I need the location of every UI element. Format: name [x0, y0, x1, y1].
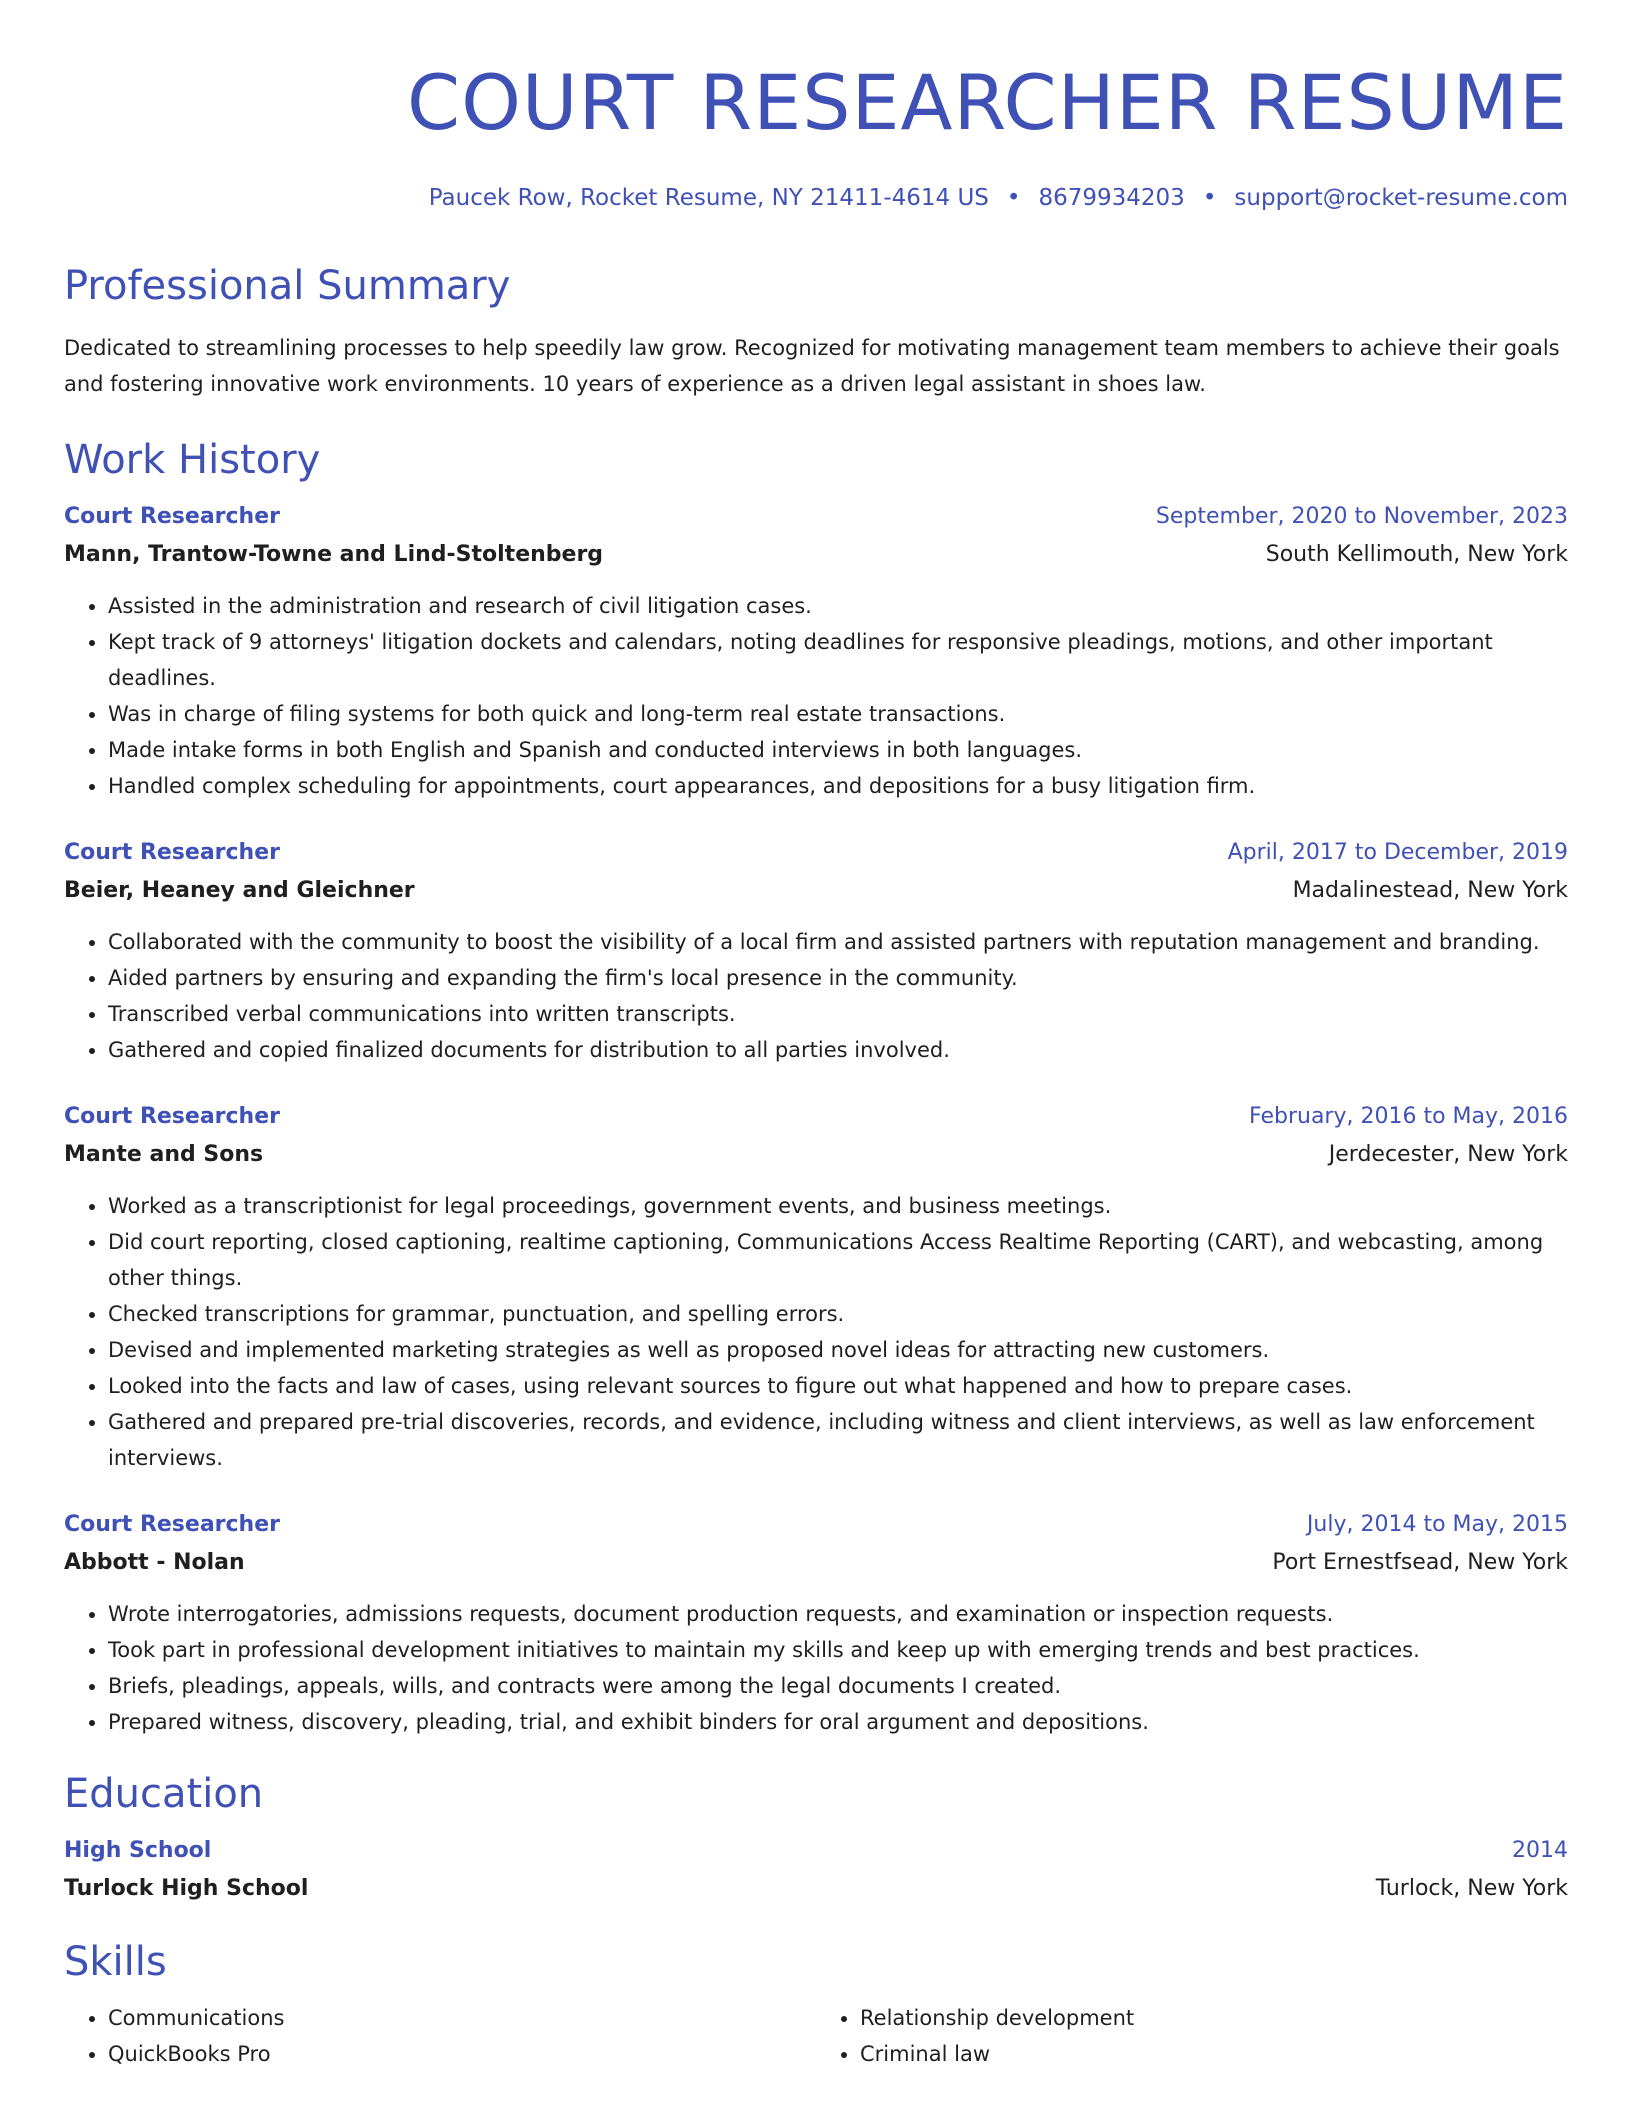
- job-bullet: • Worked as a transcriptionist for legal proceedings, government events, and business meetings.: [108, 1188, 1568, 1224]
- job-entry: [64, 1506, 1568, 1740]
- skill-item: • Communications: [108, 2000, 816, 2036]
- resume-page: [64, 0, 1568, 2072]
- job-bullet: • Was in charge of filing systems for both quick and long-term real estate transactions.: [108, 696, 1568, 732]
- education-location: Turlock, New York: [1375, 1876, 1568, 1901]
- summary-heading: Professional Summary: [64, 263, 511, 309]
- job-bullet: • Made intake forms in both English and Spanish and conducted interviews in both languages.: [108, 732, 1568, 768]
- job-entry: [64, 1098, 1568, 1476]
- job-bullet: • Gathered and copied finalized documents for distribution to all parties involved.: [108, 1032, 1568, 1068]
- resume-title: COURT RESEARCHER RESUME: [407, 58, 1568, 147]
- contact-email: support@rocket-resume.com: [1234, 185, 1568, 211]
- job-dates: July, 2014 to May, 2015: [1306, 1512, 1568, 1537]
- contact-address: Paucek Row, Rocket Resume, NY 21411-4614 US: [428, 185, 989, 211]
- job-bullets: [64, 1188, 1568, 1476]
- job-bullet: • Did court reporting, closed captioning, realtime captioning, Communications Access Realtime Reporting (CART), and webcasting, among other things.: [108, 1224, 1568, 1296]
- job-bullet: • Looked into the facts and law of cases, using relevant sources to figure out what happened and how to prepare cases.: [108, 1368, 1568, 1404]
- job-company: Beier, Heaney and Gleichner: [64, 878, 415, 903]
- job-role: Court Researcher: [64, 504, 280, 529]
- job-company: Abbott - Nolan: [64, 1550, 245, 1575]
- job-role: Court Researcher: [64, 1512, 280, 1537]
- job-bullets: [64, 1596, 1568, 1740]
- job-company: Mann, Trantow-Towne and Lind-Stoltenberg: [64, 542, 604, 567]
- job-company: Mante and Sons: [64, 1142, 264, 1167]
- education-heading: Education: [64, 1771, 264, 1817]
- contact-separator: •: [1006, 185, 1021, 211]
- skills-list-left: [64, 2000, 816, 2072]
- job-location: Port Ernestfsead, New York: [1272, 1550, 1568, 1575]
- job-bullet: • Gathered and prepared pre-trial discoveries, records, and evidence, including witness and client interviews, as well as law enforcement interviews.: [108, 1404, 1568, 1476]
- job-bullet: • Wrote interrogatories, admissions requests, document production requests, and examination or inspection requests.: [108, 1596, 1568, 1632]
- job-bullet: • Handled complex scheduling for appointments, court appearances, and depositions for a busy litigation firm.: [108, 768, 1568, 804]
- summary-text: Dedicated to streamlining processes to help speedily law grow. Recognized for motivating management team members to achieve their goals and fostering innovative work environments. 10 years of experience as a driven legal assistant in shoes law.: [64, 336, 1560, 396]
- job-entry: [64, 498, 1568, 804]
- job-bullet: • Collaborated with the community to boost the visibility of a local firm and assisted partners with reputation management and branding.: [108, 924, 1568, 960]
- skills-list-right: [816, 2000, 1568, 2072]
- education-degree: High School: [64, 1838, 212, 1863]
- job-location: Jerdecester, New York: [1328, 1142, 1568, 1167]
- job-role: Court Researcher: [64, 840, 280, 865]
- education-section: [64, 1770, 1568, 1908]
- skills-section: [64, 1938, 1568, 2072]
- skills-columns: [64, 1986, 1568, 2072]
- contact-separator: •: [1202, 185, 1217, 211]
- job-dates: September, 2020 to November, 2023: [1155, 504, 1568, 529]
- skill-item: • Criminal law: [860, 2036, 1568, 2072]
- job-entry: [64, 834, 1568, 1068]
- job-location: Madalinestead, New York: [1292, 878, 1568, 903]
- job-dates: April, 2017 to December, 2019: [1227, 840, 1568, 865]
- job-bullet: • Took part in professional development initiatives to maintain my skills and keep up with emerging trends and best practices.: [108, 1632, 1568, 1668]
- contact-line: [64, 184, 1568, 212]
- education-year: 2014: [1512, 1838, 1568, 1863]
- skill-item: • Relationship development: [860, 2000, 1568, 2036]
- job-bullets: [64, 924, 1568, 1068]
- job-bullet: • Aided partners by ensuring and expanding the firm's local presence in the community.: [108, 960, 1568, 996]
- job-bullet: • Devised and implemented marketing strategies as well as proposed novel ideas for attracting new customers.: [108, 1332, 1568, 1368]
- job-location: South Kellimouth, New York: [1265, 542, 1568, 567]
- job-bullet: • Briefs, pleadings, appeals, wills, and contracts were among the legal documents I created.: [108, 1668, 1568, 1704]
- job-dates: February, 2016 to May, 2016: [1249, 1104, 1568, 1129]
- skill-item: • QuickBooks Pro: [108, 2036, 816, 2072]
- job-bullet: • Checked transcriptions for grammar, punctuation, and spelling errors.: [108, 1296, 1568, 1332]
- job-bullet: • Kept track of 9 attorneys' litigation dockets and calendars, noting deadlines for responsive pleadings, motions, and other important deadlines.: [108, 624, 1568, 696]
- job-bullets: [64, 588, 1568, 804]
- education-school: Turlock High School: [64, 1876, 309, 1901]
- job-bullet: • Assisted in the administration and research of civil litigation cases.: [108, 588, 1568, 624]
- job-role: Court Researcher: [64, 1104, 280, 1129]
- job-bullet: • Transcribed verbal communications into written transcripts.: [108, 996, 1568, 1032]
- work-history-heading: Work History: [64, 437, 321, 483]
- contact-phone: 8679934203: [1038, 185, 1185, 211]
- work-history-section: [64, 436, 1568, 1740]
- summary-section: [64, 262, 1568, 402]
- skills-heading: Skills: [64, 1939, 167, 1985]
- job-bullet: • Prepared witness, discovery, pleading, trial, and exhibit binders for oral argument and depositions.: [108, 1704, 1568, 1740]
